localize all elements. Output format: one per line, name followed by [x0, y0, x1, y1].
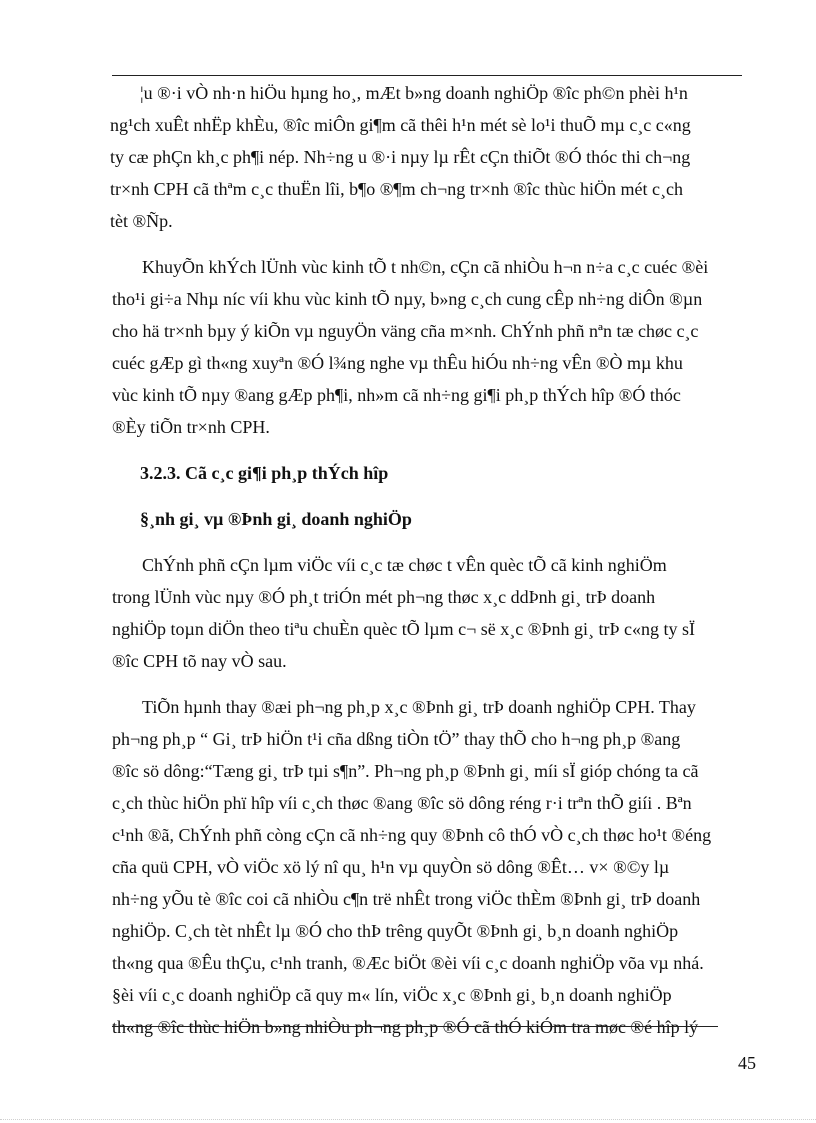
page-number: 45 [738, 1053, 756, 1073]
text-line: cho hä tr×nh bµy ý kiÕn vµ nguyÖn väng cña m×nh. ChÝnh phñ nªn tæ chøc c¸c [112, 321, 699, 341]
text-line: ®Èy tiÕn tr×nh CPH. [112, 417, 270, 437]
text-line: tèt ®Ñp. [110, 211, 173, 231]
text-line: th«ng ®îc thùc hiÖn b»ng nhiÒu ph¬ng ph¸p ®Ó cã thÓ kiÓm tra møc ®é hîp lý [112, 1017, 699, 1037]
text-line: nh÷ng yÕu tè ®îc coi cã nhiÒu c¶n trë nhÊt trong viÖc thÈm ®Þnh gi¸ trÞ doanh [112, 889, 701, 909]
paragraph-2 [112, 251, 742, 443]
text-line: ®îc CPH tõ nay vÒ sau. [112, 651, 287, 671]
page-body [110, 77, 742, 1043]
text-line: vùc kinh tÕ nµy ®ang gÆp ph¶i, nh»m cã nh÷ng gi¶i ph¸p thÝch hîp ®Ó thóc [112, 385, 681, 405]
text-line: trong lÜnh vùc nµy ®Ó ph¸t triÓn mét ph¬ng thøc x¸c ddÞnh gi¸ trÞ doanh [112, 587, 656, 607]
text-line: KhuyÕn khÝch lÜnh vùc kinh tÕ t nh©n, cÇn cã nhiÒu h¬n n÷a c¸c cuéc ®èi [142, 257, 709, 277]
page-edge-divider [0, 1119, 816, 1120]
text-line: cña quü CPH, vÒ viÖc xö lý nî qu¸ h¹n vµ quyÒn sö dông ®Êt… v× ®©y lµ [112, 857, 670, 877]
footer-rule [112, 1026, 718, 1027]
text-line: ph¬ng ph¸p “ Gi¸ trÞ hiÖn t¹i cña dßng tiÒn tÖ” thay thÕ cho h¬ng ph¸p ®ang [112, 729, 681, 749]
text-line: nghiÖp. C¸ch tèt nhÊt lµ ®Ó cho thÞ trêng quyÕt ®Þnh gi¸ b¸n doanh nghiÖp [112, 921, 679, 941]
text-line: ng¹ch xuÊt nhËp khÈu, ®îc miÔn gi¶m cã thêi h¹n mét sè lo¹i thuÕ mµ c¸c c«ng [110, 115, 691, 135]
text-line: §èi víi c¸c doanh nghiÖp cã quy m« lín, viÖc x¸c ®Þnh gi¸ b¸n doanh nghiÖp [112, 985, 672, 1005]
header-rule [112, 75, 742, 76]
text-line: tr×nh CPH cã thªm c¸c thuËn lîi, b¶o ®¶m ch¬ng tr×nh ®îc thùc hiÖn mét c¸ch [110, 179, 683, 199]
text-line: TiÕn hµnh thay ®æi ph¬ng ph¸p x¸c ®Þnh gi¸ trÞ doanh nghiÖp CPH. Thay [142, 697, 696, 717]
paragraph-4 [112, 691, 742, 1043]
paragraph-3 [112, 549, 742, 677]
sub-heading: §¸nh gi¸ vµ ®Þnh gi¸ doanh nghiÖp [140, 509, 412, 529]
text-line: ChÝnh phñ cÇn lµm viÖc víi c¸c tæ chøc t vÊn quèc tÕ cã kinh nghiÖm [142, 555, 667, 575]
text-line: ®îc sö dông:“Tæng gi¸ trÞ tµi s¶n”. Ph¬ng ph¸p ®Þnh gi¸ míi sÏ gióp chóng ta cã [112, 761, 699, 781]
text-line: c¸ch thùc hiÖn phï hîp víi c¸ch thøc ®ang ®îc sö dông réng r·i trªn thÕ giíi . Bªn [112, 793, 692, 813]
text-line: ty cæ phÇn kh¸c ph¶i nép. Nh÷ng u ®·i nµy lµ rÊt cÇn thiÕt ®Ó thóc thi ch¬ng [110, 147, 691, 167]
text-line: tho¹i gi÷a Nhµ níc víi khu vùc kinh tÕ nµy, b»ng c¸ch cung cÊp nh÷ng diÔn ®µn [112, 289, 703, 309]
text-line: c¹nh ®ã, ChÝnh phñ còng cÇn cã nh÷ng quy ®Þnh cô thÓ vÒ c¸ch thøc ho¹t ®éng [112, 825, 712, 845]
text-line: nghiÖp toµn diÖn theo tiªu chuÈn quèc tÕ lµm c¬ së x¸c ®Þnh gi¸ trÞ c«ng ty sÏ [112, 619, 695, 639]
text-line: ¦u ®·i vÒ nh·n hiÖu hµng ho¸, mÆt b»ng doanh nghiÖp ®îc ph©n phèi h¹n [140, 83, 688, 103]
paragraph-1 [110, 77, 742, 237]
text-line: cuéc gÆp gì th«ng xuyªn ®Ó l¾ng nghe vµ thÊu hiÓu nh÷ng vÊn ®Ò mµ khu [112, 353, 683, 373]
section-heading: 3.2.3. Cã c¸c gi¶i ph¸p thÝch hîp [140, 463, 389, 483]
text-line: th«ng qua ®Êu thÇu, c¹nh tranh, ®Æc biÖt ®èi víi c¸c doanh nghiÖp võa vµ nhá. [112, 953, 704, 973]
